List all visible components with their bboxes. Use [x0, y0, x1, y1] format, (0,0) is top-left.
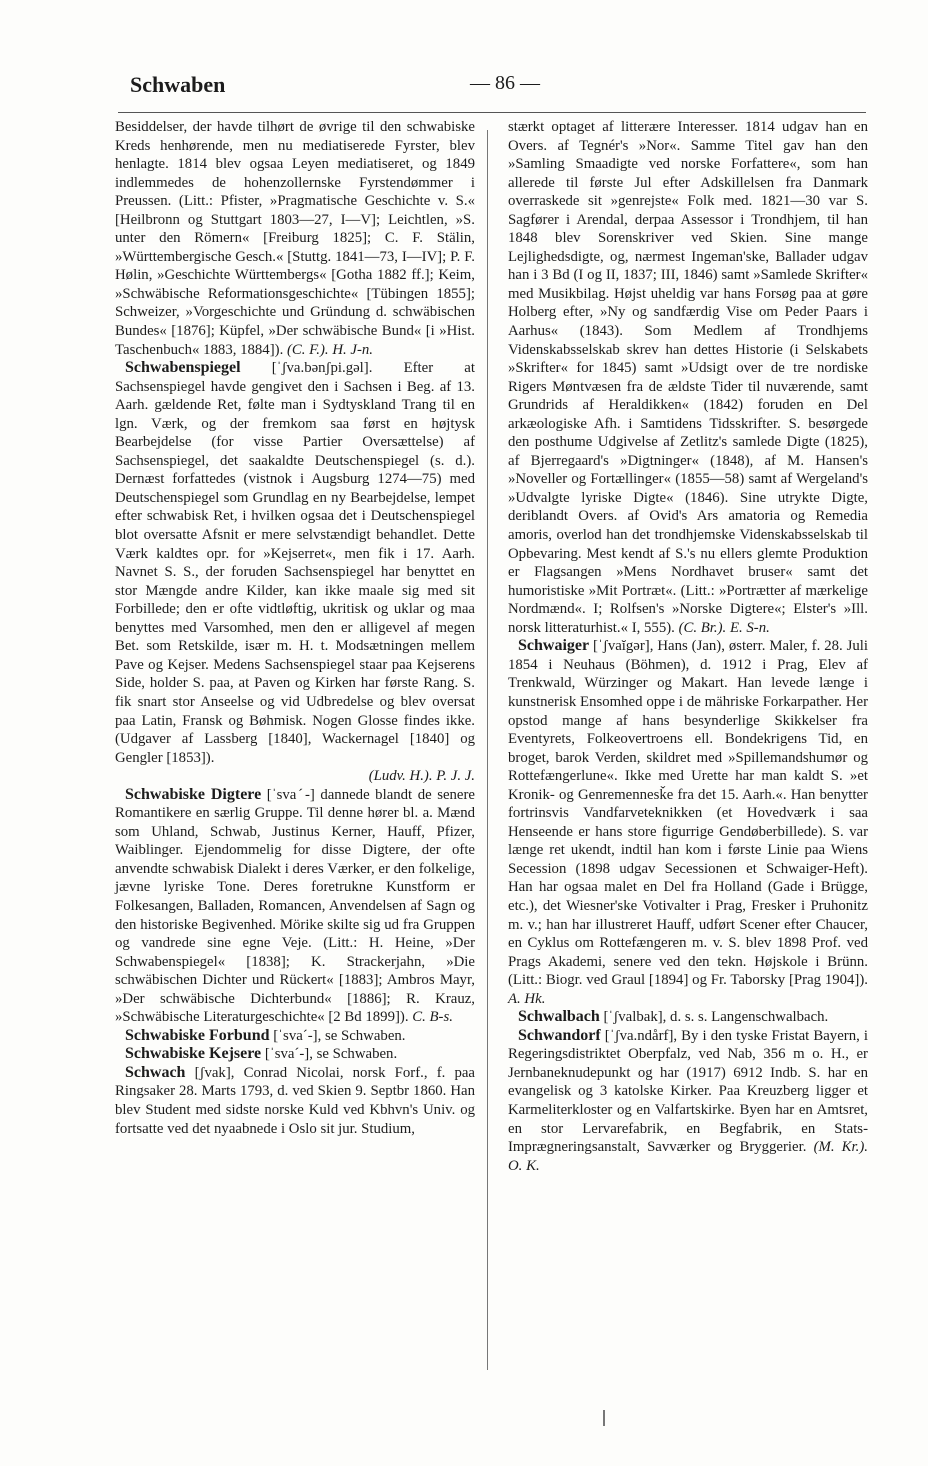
headword: Schwandorf: [518, 1026, 601, 1044]
author-signature: (C. Br.). E. S-n.: [678, 619, 770, 636]
entry: Schwabiske Forbund [ˈsvaˊ-], se Schwaben.: [125, 1026, 406, 1044]
author-signature: (M. Kr.). O. K.: [508, 1139, 868, 1174]
entry: Schwach [ʃvak], Conrad Nicolai, norsk Forf., f. paa Ringsaker 28. Marts 1793, d. ved Skien 9. Septbr 1860. Han blev Student med sidste norske Kuld ved Kbhvn's Univ. og fortsatte ved det nyaabnede i Oslo sit jur. Studium,: [115, 1063, 475, 1137]
entry: Schwabenspiegel [ˈʃva.bənʃpi.gəl]. Efter at Sachsenspiegel havde gengivet den i Sachsen i Beg. af 13. Aarh. gældende Ret, følte man i Sydtyskland Trang til en lgn. Værk, og der fremkom saa først en højtysk Bearbejdelse (for visse Partier Oversættelse) af Sachsenspiegel, det saakaldte Deutschenspiegel (s. d.). Dernæst forfattedes (vistnok i Augsburg 1274—75) med Deutschenspiegel som Grundlag en ny Bearbejdelse, lempet efter schwabisk Ret, i hvilken ogsaa det i Deutschenspiegel blot oversatte Afsnit er mere selvstændigt behandlet. Dette Værk kaldtes opr. for »Kejserret«, men fik i 17. Aarh. Navnet S. S., der foruden Sachsenspiegel har benyttet en stor Mængde andre Kilder, kan ikke maale sig med sit Forbillede; den er ofte vidtløftig, ukritisk og uklar og maa benyttes med Varsomhed, men den er alligevel af megen Bet. som Retskilde, især m. H. t. Modsætningen mellem Pave og Kejser. Medens Sachsenspiegel staar paa Kejserens Side, holder S. paa, at Paven og Kirken har første Rang. S. fik snart stor Anseelse og vid Udbredelse og blev oversat paa Latin, Fransk og Bøhmisk. Nogen Glosse findes ikke. (Udgaver af Lassberg [1840], Wackernagel [1840] og Gengler [1853]).: [115, 359, 475, 766]
margin-mark: [603, 1410, 605, 1426]
entry: Schwalbach [ˈʃvalbak], d. s. s. Langenschwalbach.: [518, 1008, 829, 1026]
column-divider: [487, 130, 488, 1370]
author-signature: (C. F.). H. J-n.: [286, 341, 373, 358]
right-column: [508, 118, 868, 1175]
headword: Schwabiske Kejsere: [125, 1045, 262, 1063]
author-signature: C. B-s.: [412, 1009, 453, 1026]
headword: Schwabenspiegel: [125, 359, 241, 377]
headword: Schwalbach: [518, 1008, 600, 1026]
page-number: — 86 —: [470, 72, 540, 94]
entry: Schwaiger [ˈʃvaĭgər], Hans (Jan), østerr. Maler, f. 28. Juli 1854 i Neuhaus (Böhmen), d. 1912 i Prag, Elev af Trenkwald, Würzinger og Makart. Han levede længe i kunstnerisk Ensomhed oppe i de mähriske Forkarpather. Her opstod mange af hans besynderlige Skikkelser fra Eventyrets, Folkeovertroens ell. Bondekrigens Tid, en broget, barok Verden, skildret med »Spillemandshumør og Rottefængerlune«. Ikke med Urette har man kaldt S. »et Kronik- og Genremennesǩe fra det 15. Aarh.«. Han benytter fortrinsvis Vandfarveteknikken (et Hovedværk i saa Henseende er hans store figurrige Gendøberbillede). S. var længe ret ukendt, indtil han kom i første Linie paa Wiens Secession (1898 udgav Secessionen et Schwaiger-Heft). Han har ogsaa malet en Del fra Holland (Gade i Brügge, etc.), det Wiesner'ske Votivalter i Prag, Fresker i Pruhonitz m. v.; han har illustreret Hauff, udført Scener efter Chaucer, en Cyklus om Rottefængeren m. v. S. blev 1898 Prof. ved Prags Akademi, senere ved den tekn. Højskole i Brünn. (Litt.: Biogr. ved Graul [1894] og Fr. Taborsky [Prag 1904]). A. Hk.: [508, 637, 868, 1007]
entry-text: Besiddelser, der havde tilhørt de øvrige til den schwabiske Kreds henhørende, men nu mediatiserede Fyrster, blev henlagte. 1814 blev ogsaa Leyen mediatiseret, og 1849 indlemmedes de hohenzollernske Fyrstendømmer i Preussen. (Litt.: Pfister, »Pragmatische Geschichte v. S.« [Heilbronn og Stuttgart 1803—27, I—V]; Leichtlen, »S. unter den Römern« [Freiburg 1825]; C. F. Stälin, »Württembergische Gesch.« [Stuttg. 1841—73, I—IV]; P. F. Hølin, »Geschichte Württembergs« [Gotha 1882 ff.]; Keim, »Schwäbische Reformationsgeschichte« [Tübingen 1855]; Schweizer, »Vorgeschichte und Gründung d. schwäbischen Bundes« [1876]; Küpfel, »Der schwäbische Bund« [i »Hist. Taschenbuch« 1883, 1884]). (C. F.). H. J-n.: [115, 119, 475, 358]
entry: Schwandorf [ˈʃva.ndårf], By i den tyske Fristat Bayern, i Regeringsdistriktet Oberpfalz, ved Nab, 356 m o. H., er Jernbaneknudepunkt og har (1917) 6912 Indb. S. har en evangelisk og 3 katolske Kirker. Paa Kreuzberg ligger et Karmeliterkloster og en Valfartskirke. Byen har en Amtsret, en stor Lervarefabrik, en Begfabrik, en Stats-Imprægneringsanstalt, Savværker og Bryggerier. (M. Kr.). O. K.: [508, 1026, 868, 1174]
entry-text: stærkt optaget af litterære Interesser. 1814 udgav han en Overs. af Tegnér's »Nor«. Samme Titel gav han den »Samling Smaadigte ved norske Forfattere«, som han allerede til første Jul efter Adskillelsen fra Danmark overraskede sit »genrejste« Folk med. 1821—30 var S. Sagfører i Arendal, derpaa Assessor i Trondhjem, til han 1848 blev Sorenskriver ved Skien. Sine mange Lejlighedsdigte, og, nærmest Ingeman'ske, Ballader udgav han i 3 Bd (I og II, 1837; III, 1846) samt »Samlede Skrifter« med Musikbilag. Højst uheldig var hans Forsøg paa at gøre Holberg efter, »Ny og sandfærdig Vise om Peder Paars i Aarhus« (1843). Som Medlem af Trondhjems Videnskabsselskab skrev han dettes Historie (i Selskabets »Skrifter« for 1845) samt »Udsigt over de tre nordiske Rigers Møntvæsen fra de ældste Tider til nuværende, samt Grundrids af Heraldikken« (1842) foruden en Del arkæologiske Afh. i Samtidens Tidsskrifter. S. besørgede den posthume Udgivelse af Zetlitz's samlede Digte (1825), af Bjerregaard's »Digtninger« (1848), af M. Hansen's »Noveller og Fortællinger« (1855—58) samt af Wergeland's »Udvalgte lyriske Digte« (1846). Sine utrykte Digte, deriblandt Overs. af Ovid's Ars amatoria og Remedia amoris, overlod han det trondhjemske Videnskabsselskab til Opbevaring. Mest kendt af S.'s nu ellers glemte Produktion er Flagsangen »Mens Nordhavet bruser« samt det humoristiske »Mit Portræt«. (Litt.: »Portrætter af mærkelige Nordmænd«. I; Rolfsen's »Norske Digtere«; Elster's »Ill. norsk litteraturhist.« I, 555). (C. Br.). E. S-n.: [508, 119, 868, 636]
author-signature: (Ludv. H.). P. J. J.: [368, 768, 475, 785]
headword: Schwach: [125, 1063, 186, 1081]
left-column: [115, 118, 475, 1138]
entry: Schwabiske Kejsere [ˈsvaˊ-], se Schwaben.: [125, 1045, 398, 1063]
headword: Schwaiger: [518, 637, 590, 655]
header-divider: [118, 112, 866, 113]
headword: Schwabiske Forbund: [125, 1026, 270, 1044]
entry: Schwabiske Digtere [ˈsvaˊ-] dannede blandt de senere Romantikere en særlig Gruppe. Til denne hører bl. a. Mænd som Uhland, Schwab, Justinus Kerner, Hauff, Pfizer, Waiblinger. Ejendommelig for disse Digtere, der ofte anvendte schwabisk Dialekt i deres Værker, er den folkelige, jævne lyriske Tone. Deres foretrukne Kunstform er Folkesangen, Balladen, Romancen, Anvendelsen af Sagn og den historiske Begivenhed. Mörike skilte sig ud fra Gruppen og vandrede sine egne Veje. (Litt.: H. Heine, »Der Schwabenspiegel« [1838]; K. Strackerjahn, »Die schwäbischen Dichter und Rückert« [1883]; Ambros Mayr, »Der schwäbische Dichterbund« [1886]; R. Krauz, »Schwäbische Literaturgeschichte« [2 Bd 1899]). C. B-s.: [115, 785, 475, 1026]
page-header: [130, 72, 870, 106]
running-head: Schwaben: [130, 72, 226, 97]
author-signature: A. Hk.: [508, 990, 546, 1007]
headword: Schwabiske Digtere: [125, 785, 262, 803]
